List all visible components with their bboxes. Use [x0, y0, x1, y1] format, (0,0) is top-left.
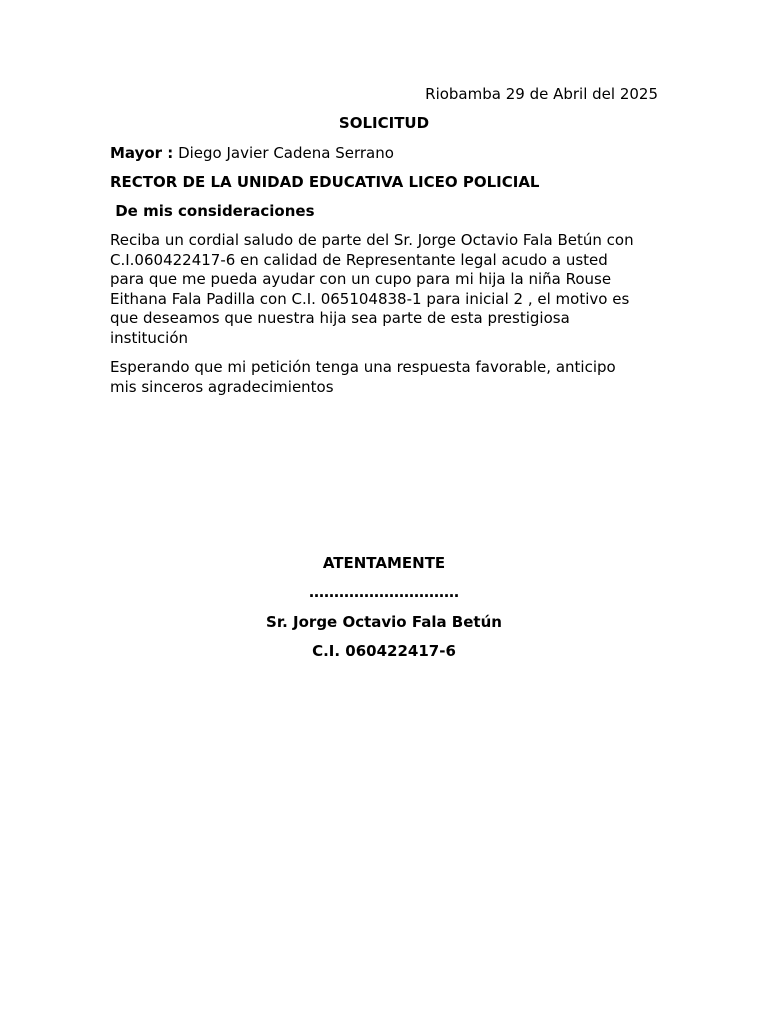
body-paragraph-1 — [110, 231, 658, 349]
recipient-name: Diego Javier Cadena Serrano — [178, 144, 394, 162]
closing: ATENTAMENTE — [322, 554, 446, 572]
date-line: Riobamba 29 de Abril del 2025 — [425, 85, 658, 103]
recipient-position: RECTOR DE LA UNIDAD EDUCATIVA LICEO POLICIAL — [110, 173, 540, 191]
body-paragraph-2 — [110, 358, 658, 397]
paragraph-line: mis sinceros agradecimientos — [110, 377, 334, 396]
paragraph-line: Esperando que mi petición tenga una respuesta favorable, anticipo — [110, 358, 616, 376]
greeting-text: De mis consideraciones — [115, 202, 315, 220]
greeting — [110, 201, 658, 221]
signer-name: Sr. Jorge Octavio Fala Betún — [266, 613, 502, 631]
paragraph-line: institución — [110, 328, 189, 347]
paragraph-line: Eithana Fala Padilla con C.I. 065104838-1 para inicial 2 , el motivo es — [110, 289, 630, 308]
paragraph-line: C.I.060422417-6 en calidad de Representante legal acudo a usted — [110, 250, 608, 269]
recipient-label: Mayor : — [110, 144, 174, 162]
signature-line: ………………………… — [309, 583, 459, 601]
paragraph-line: que deseamos que nuestra hija sea parte de esta prestigiosa — [110, 309, 570, 328]
recipient-line — [110, 143, 658, 163]
paragraph-line: Reciba un cordial saludo de parte del Sr. Jorge Octavio Fala Betún con — [110, 231, 634, 249]
signer-id: C.I. 060422417-6 — [312, 642, 456, 660]
document-title: SOLICITUD — [338, 114, 430, 132]
paragraph-line: para que me pueda ayudar con un cupo para mi hija la niña Rouse — [110, 270, 612, 289]
